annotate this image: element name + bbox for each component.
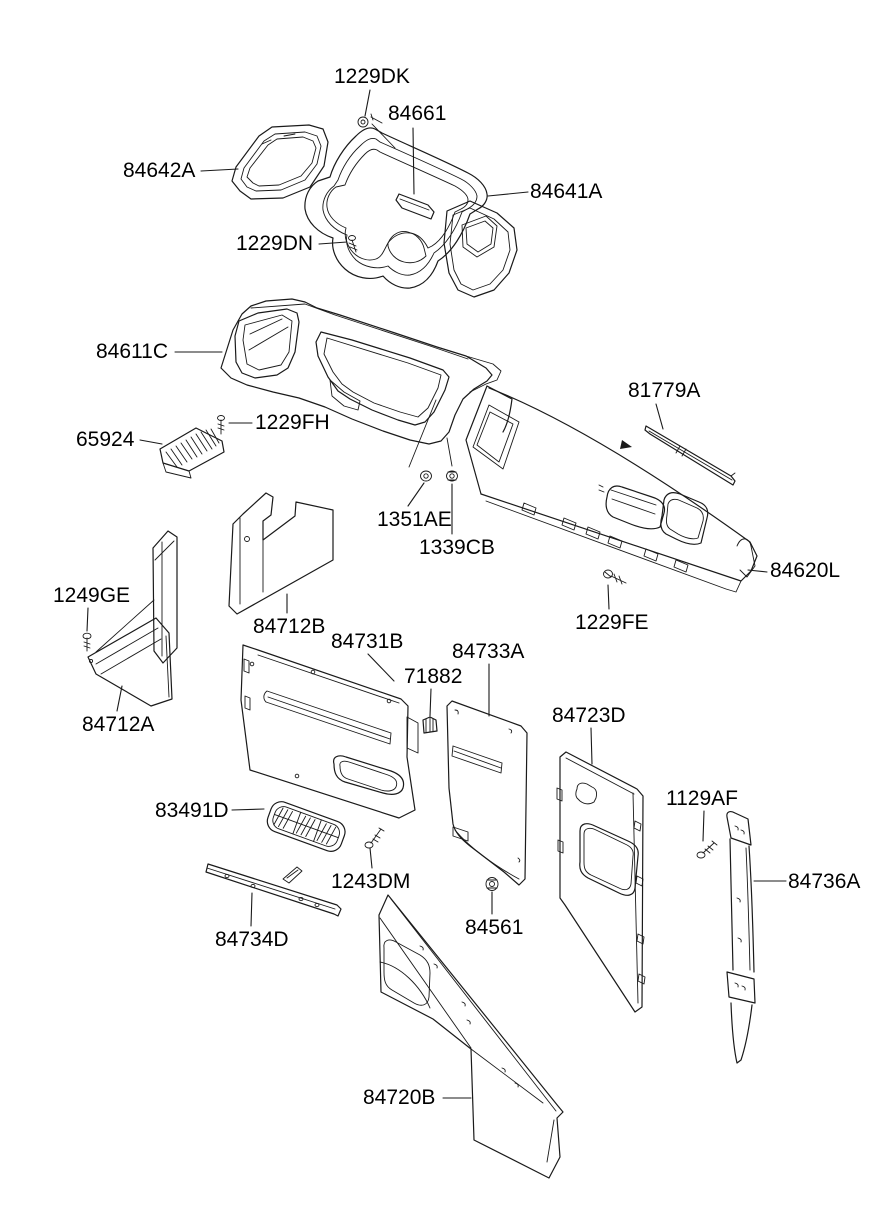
fastener-71882 [423, 717, 437, 733]
part-label-84736A: 84736A [788, 870, 861, 893]
part-label-1351AE: 1351AE [377, 508, 452, 531]
fastener-1129AF [697, 841, 717, 858]
part-label-84734D: 84734D [215, 928, 289, 951]
part-83491D-drawing [264, 799, 348, 855]
leader-1249GE [87, 608, 88, 631]
leader-84712A [117, 686, 122, 711]
leader-1243DM [370, 848, 372, 868]
fastener-1229DK [358, 114, 382, 127]
leader-71882 [430, 689, 431, 716]
part-label-84731B: 84731B [331, 630, 404, 653]
part-label-84620L: 84620L [770, 559, 841, 582]
part-84611C-drawing [221, 299, 501, 467]
fastener-1249GE [83, 633, 91, 651]
part-label-1229DN: 1229DN [236, 232, 314, 255]
leader-81779A [656, 404, 663, 429]
fastener-1229FE [604, 570, 627, 584]
part-label-83491D: 83491D [155, 799, 229, 822]
part-label-1129AF: 1129AF [666, 787, 738, 810]
leader-84641A [488, 192, 528, 196]
leader-1229FE [608, 585, 609, 609]
fastener-1229DN [349, 236, 358, 253]
leader-65924 [140, 440, 162, 444]
leader-84661 [413, 128, 414, 194]
part-label-84561: 84561 [465, 916, 524, 939]
leader-1351AE [408, 483, 424, 506]
leader-1229DK [365, 90, 370, 116]
part-84712A-drawing [88, 531, 177, 706]
part-label-1249GE: 1249GE [53, 584, 131, 607]
fastener-84561 [486, 878, 498, 891]
part-84731B-drawing [241, 645, 418, 818]
part-84734D-drawing [206, 864, 341, 916]
part-label-84661: 84661 [388, 102, 447, 125]
part-label-84720B: 84720B [363, 1086, 436, 1109]
part-label-65924: 65924 [76, 428, 135, 451]
part-label-84611C: 84611C [96, 340, 169, 363]
part-label-81779A: 81779A [628, 379, 701, 402]
part-label-1229DK: 1229DK [334, 65, 410, 88]
fastener-1351AE [421, 471, 432, 481]
part-84736A-drawing [727, 812, 755, 1063]
part-84733A-drawing [447, 701, 527, 885]
fastener-1229FH [218, 416, 225, 435]
part-84723D-drawing [557, 752, 645, 1012]
leader-lines [87, 90, 786, 1098]
part-label-71882: 71882 [404, 665, 463, 688]
part-label-1339CB: 1339CB [419, 536, 495, 559]
part-84641A-drawing [305, 124, 517, 297]
part-label-1243DM: 1243DM [331, 870, 411, 893]
part-65924-drawing [160, 428, 224, 478]
part-label-84712B: 84712B [253, 615, 326, 638]
part-label-84641A: 84641A [530, 180, 603, 203]
leader-84723D [591, 728, 592, 764]
part-label-1229FH: 1229FH [255, 411, 330, 434]
fastener-1243DM [365, 828, 384, 848]
leader-83491D [232, 809, 264, 810]
part-label-1229FE: 1229FE [575, 611, 649, 634]
part-label-84642A: 84642A [123, 159, 196, 182]
part-81779A-drawing [645, 426, 735, 485]
leader-1129AF [703, 811, 704, 841]
part-label-84712A: 84712A [82, 713, 155, 736]
part-84620L-drawing [466, 386, 757, 592]
part-label-84733A: 84733A [452, 640, 525, 663]
part-84642A-drawing [232, 125, 328, 199]
leader-84731B [368, 654, 394, 681]
part-84712B-drawing [229, 493, 333, 614]
leader-84642A [201, 169, 238, 171]
part-label-84723D: 84723D [552, 704, 626, 727]
fastener-1339CB [447, 471, 458, 481]
leader-84734D [251, 893, 252, 926]
